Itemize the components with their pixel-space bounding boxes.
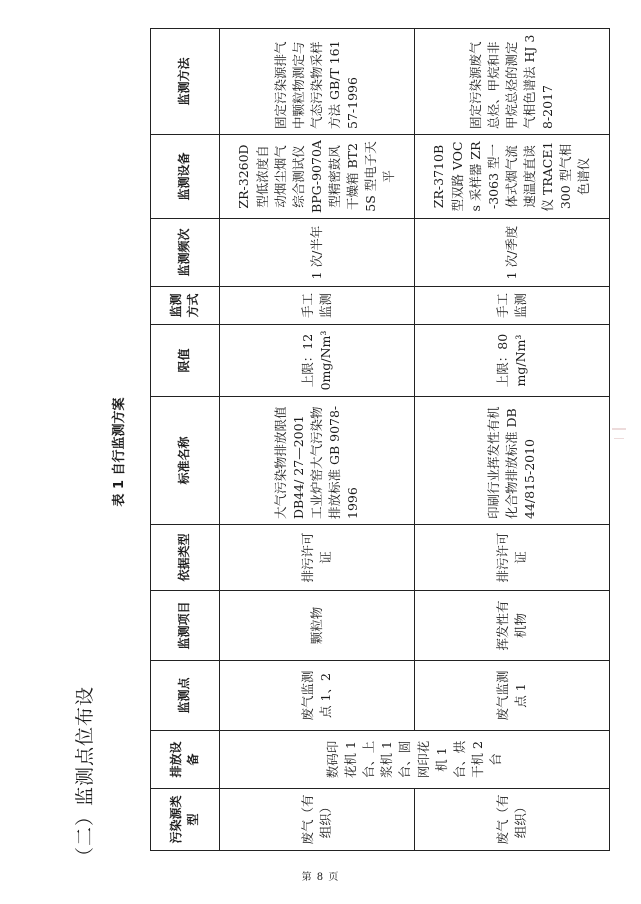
header-cell: 监测频次 <box>151 219 220 287</box>
table-row <box>415 29 610 851</box>
header-cell: 监测方式 <box>151 287 220 325</box>
header-cell: 监测方法 <box>151 29 220 135</box>
monitoring-item-cell: 挥发性有机物 <box>415 591 610 661</box>
monitoring-mode-cell: 手工监测 <box>415 287 610 325</box>
device-cell: ZR-3710B 型双路 VOCs 采样器 ZR-3063 型一体式烟气流速温度直读仪 TRACE1300 型气相色谱仪 <box>415 135 610 219</box>
frequency-cell: 1 次/季度 <box>415 219 610 287</box>
table-header-row <box>151 29 220 851</box>
monitoring-item-cell: 颗粒物 <box>220 591 415 661</box>
basis-type-cell: 排污许可证 <box>415 525 610 591</box>
basis-type-cell: 排污许可证 <box>220 525 415 591</box>
table-caption: 表 1 自行监测方案 <box>112 397 127 507</box>
header-cell: 污染源类型 <box>151 789 220 851</box>
monitoring-mode-cell: 手工监测 <box>220 287 415 325</box>
method-cell: 固定污染源排气中颗粒物测定与气态污染物采样方法 GB/T 16157-1996 <box>220 29 415 135</box>
standard-name-cell: 印刷行业挥发性有机化合物排放标准 DB44/815-2010 <box>415 397 610 525</box>
limit-cell: 上限：80mg/Nm³ <box>415 325 610 397</box>
section-title: （二）监测点位布设 <box>74 685 96 866</box>
device-cell: ZR-3260D 型低浓度自动烟尘烟气综合测试仪 BPG-9070A 型精密鼓风干燥箱 BT25S 型电子天平 <box>220 135 415 219</box>
equipment-cell: 数码印花机 1 台、上浆机 1 台、圆网印花机 1 台、烘干机 2 台 <box>220 731 610 789</box>
scan-artifact <box>612 428 626 430</box>
header-cell: 依据类型 <box>151 525 220 591</box>
header-cell: 监测点 <box>151 661 220 731</box>
page-number: 第 8 页 <box>301 872 340 883</box>
frequency-cell: 1 次/半年 <box>220 219 415 287</box>
table-row <box>220 29 415 851</box>
header-cell: 排放设备 <box>151 731 220 789</box>
source-type-cell: 废气（有组织） <box>220 789 415 851</box>
scan-artifact <box>614 438 624 439</box>
limit-cell: 上限：120mg/Nm³ <box>220 325 415 397</box>
monitoring-point-cell: 废气监测点 1、2 <box>220 661 415 731</box>
header-cell: 标准名称 <box>151 397 220 525</box>
monitoring-plan-table <box>150 28 610 851</box>
source-type-cell: 废气（有组织） <box>415 789 610 851</box>
monitoring-point-cell: 废气监测点 1 <box>415 661 610 731</box>
header-cell: 限值 <box>151 325 220 397</box>
standard-name-cell: 大气污染物排放限值 DB44/ 27—2001 工业炉窑大气污染物排放标准 GB 9078-1996 <box>220 397 415 525</box>
method-cell: 固定污染源废气总烃、甲烷和非甲烷总烃的测定 气相色谱法 HJ 38-2017 <box>415 29 610 135</box>
header-cell: 监测设备 <box>151 135 220 219</box>
header-cell: 监测项目 <box>151 591 220 661</box>
